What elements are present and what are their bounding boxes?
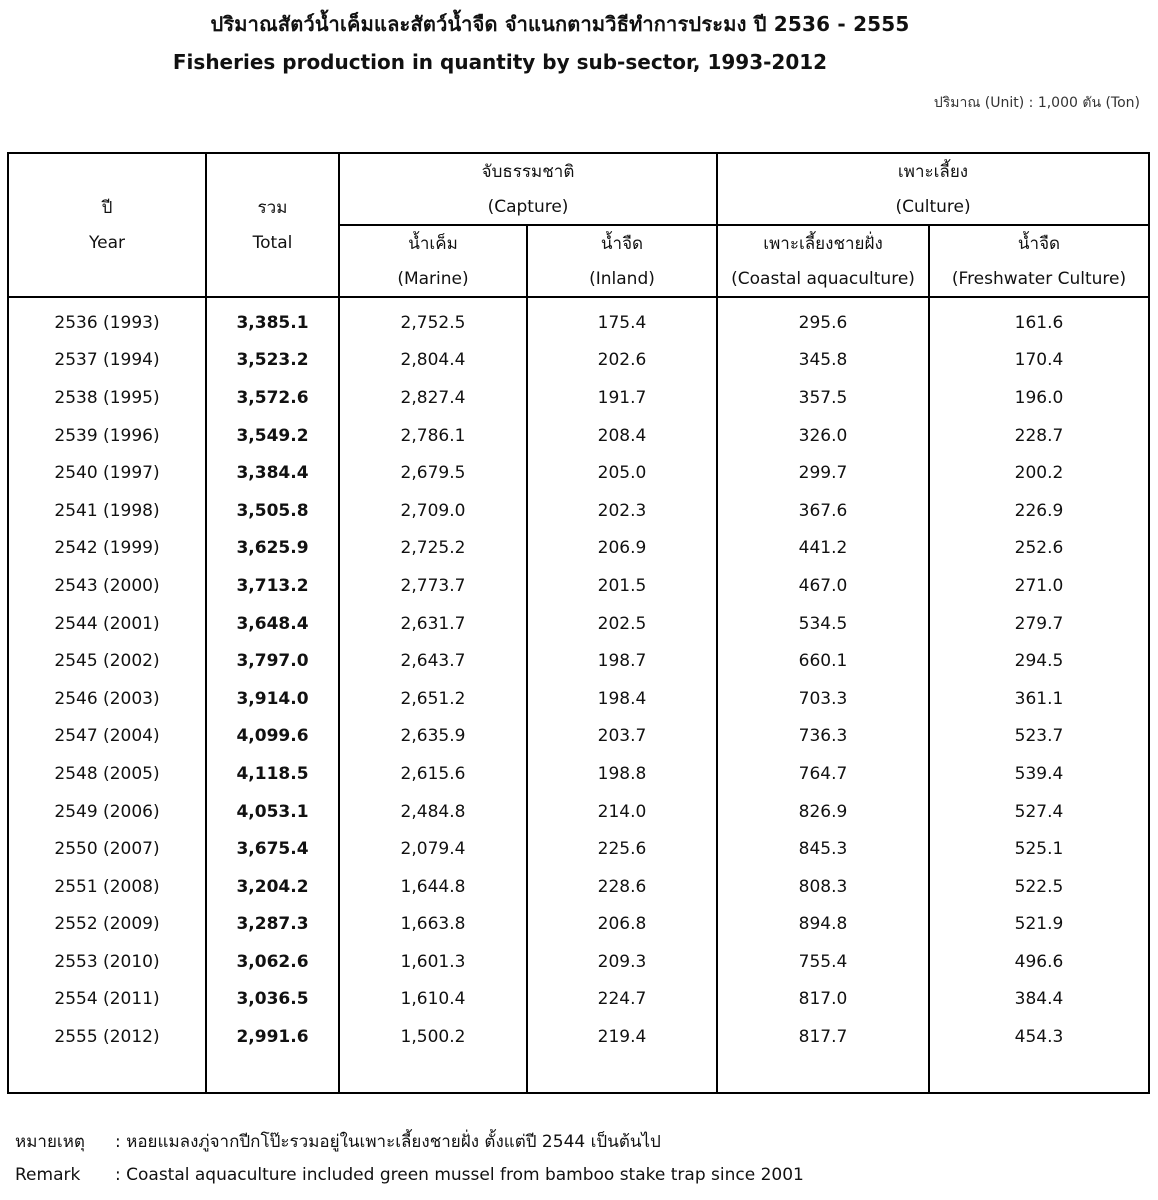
coastal-cell: 817.7: [717, 1018, 929, 1056]
header-inland-th: น้ำจืด: [527, 225, 717, 261]
total-cell: 3,204.2: [206, 868, 339, 906]
table-row: [8, 567, 1149, 605]
header-capture-en: (Capture): [339, 189, 717, 225]
year-cell: 2550 (2007): [8, 830, 206, 868]
coastal-cell: 299.7: [717, 454, 929, 492]
table-row: [8, 943, 1149, 981]
marine-cell: 1,663.8: [339, 906, 527, 944]
freshwater-cell: 527.4: [929, 793, 1149, 831]
inland-cell: 191.7: [527, 379, 717, 417]
remark-thai-label: หมายเหตุ: [15, 1132, 85, 1152]
coastal-cell: 357.5: [717, 379, 929, 417]
header-year-blank-2: [8, 261, 206, 297]
coastal-cell: 345.8: [717, 342, 929, 380]
remark-thai-text: : หอยแมลงภู่จากปีกโป๊ะรวมอยู่ในเพาะเลี้ยงชายฝั่ง ตั้งแต่ปี 2544 เป็นต้นไป: [115, 1132, 661, 1152]
total-cell: 3,914.0: [206, 680, 339, 718]
header-year-th: ปี: [8, 189, 206, 225]
total-cell: 3,549.2: [206, 417, 339, 455]
coastal-cell: 764.7: [717, 755, 929, 793]
coastal-cell: 441.2: [717, 530, 929, 568]
total-cell: 3,648.4: [206, 605, 339, 643]
header-year-blank: [8, 153, 206, 189]
total-cell: 2,991.6: [206, 1018, 339, 1056]
marine-cell: 1,644.8: [339, 868, 527, 906]
spacer-cell: [717, 1056, 929, 1093]
coastal-cell: 703.3: [717, 680, 929, 718]
table-body: [8, 297, 1149, 1093]
year-cell: 2543 (2000): [8, 567, 206, 605]
freshwater-cell: 271.0: [929, 567, 1149, 605]
table-row: [8, 755, 1149, 793]
inland-cell: 202.3: [527, 492, 717, 530]
marine-cell: 1,500.2: [339, 1018, 527, 1056]
marine-cell: 2,725.2: [339, 530, 527, 568]
inland-cell: 214.0: [527, 793, 717, 831]
inland-cell: 228.6: [527, 868, 717, 906]
year-cell: 2555 (2012): [8, 1018, 206, 1056]
header-total-en: Total: [206, 225, 339, 261]
year-cell: 2551 (2008): [8, 868, 206, 906]
freshwater-cell: 279.7: [929, 605, 1149, 643]
year-cell: 2540 (1997): [8, 454, 206, 492]
year-cell: 2549 (2006): [8, 793, 206, 831]
coastal-cell: 367.6: [717, 492, 929, 530]
total-cell: 3,572.6: [206, 379, 339, 417]
freshwater-cell: 525.1: [929, 830, 1149, 868]
freshwater-cell: 196.0: [929, 379, 1149, 417]
table-row: [8, 718, 1149, 756]
marine-cell: 2,643.7: [339, 642, 527, 680]
year-cell: 2552 (2009): [8, 906, 206, 944]
inland-cell: 208.4: [527, 417, 717, 455]
table-row: [8, 830, 1149, 868]
total-cell: 4,099.6: [206, 718, 339, 756]
spacer-cell: [8, 1056, 206, 1093]
marine-cell: 2,635.9: [339, 718, 527, 756]
inland-cell: 205.0: [527, 454, 717, 492]
coastal-cell: 817.0: [717, 981, 929, 1019]
total-cell: 3,062.6: [206, 943, 339, 981]
inland-cell: 209.3: [527, 943, 717, 981]
freshwater-cell: 361.1: [929, 680, 1149, 718]
table-row: [8, 454, 1149, 492]
total-cell: 3,523.2: [206, 342, 339, 380]
header-coastal-en: (Coastal aquaculture): [717, 261, 929, 297]
freshwater-cell: 161.6: [929, 297, 1149, 342]
table-row: [8, 417, 1149, 455]
page-title-english: Fisheries production in quantity by sub-sector, 1993-2012: [172, 50, 828, 74]
unit-note: ปริมาณ (Unit) : 1,000 ตัน (Ton): [933, 95, 1140, 111]
coastal-cell: 736.3: [717, 718, 929, 756]
marine-cell: 2,679.5: [339, 454, 527, 492]
table-row: [8, 1018, 1149, 1056]
freshwater-cell: 522.5: [929, 868, 1149, 906]
inland-cell: 206.9: [527, 530, 717, 568]
inland-cell: 198.4: [527, 680, 717, 718]
total-cell: 3,625.9: [206, 530, 339, 568]
inland-cell: 206.8: [527, 906, 717, 944]
header-marine-th: น้ำเค็ม: [339, 225, 527, 261]
marine-cell: 2,752.5: [339, 297, 527, 342]
marine-cell: 2,631.7: [339, 605, 527, 643]
table-spacer-row: [8, 1056, 1149, 1093]
marine-cell: 2,484.8: [339, 793, 527, 831]
coastal-cell: 467.0: [717, 567, 929, 605]
fisheries-table: [7, 152, 1150, 1094]
header-culture-en: (Culture): [717, 189, 1149, 225]
header-capture-th: จับธรรมชาติ: [339, 153, 717, 189]
inland-cell: 201.5: [527, 567, 717, 605]
coastal-cell: 295.6: [717, 297, 929, 342]
remark-english: [15, 1165, 804, 1185]
coastal-cell: 808.3: [717, 868, 929, 906]
marine-cell: 2,079.4: [339, 830, 527, 868]
table-row: [8, 981, 1149, 1019]
total-cell: 3,036.5: [206, 981, 339, 1019]
inland-cell: 203.7: [527, 718, 717, 756]
marine-cell: 2,786.1: [339, 417, 527, 455]
freshwater-cell: 226.9: [929, 492, 1149, 530]
header-culture-th: เพาะเลี้ยง: [717, 153, 1149, 189]
remark-english-label: Remark: [15, 1165, 81, 1185]
marine-cell: 2,827.4: [339, 379, 527, 417]
header-marine-en: (Marine): [339, 261, 527, 297]
total-cell: 3,287.3: [206, 906, 339, 944]
marine-cell: 1,610.4: [339, 981, 527, 1019]
table-row: [8, 379, 1149, 417]
marine-cell: 2,773.7: [339, 567, 527, 605]
table-row: [8, 680, 1149, 718]
freshwater-cell: 384.4: [929, 981, 1149, 1019]
marine-cell: 2,709.0: [339, 492, 527, 530]
year-cell: 2544 (2001): [8, 605, 206, 643]
table-row: [8, 642, 1149, 680]
year-cell: 2541 (1998): [8, 492, 206, 530]
inland-cell: 225.6: [527, 830, 717, 868]
freshwater-cell: 170.4: [929, 342, 1149, 380]
coastal-cell: 660.1: [717, 642, 929, 680]
freshwater-cell: 539.4: [929, 755, 1149, 793]
inland-cell: 198.8: [527, 755, 717, 793]
header-total-blank-2: [206, 261, 339, 297]
total-cell: 3,385.1: [206, 297, 339, 342]
header-fresh-en: (Freshwater Culture): [929, 261, 1149, 297]
year-cell: 2542 (1999): [8, 530, 206, 568]
freshwater-cell: 521.9: [929, 906, 1149, 944]
year-cell: 2547 (2004): [8, 718, 206, 756]
coastal-cell: 534.5: [717, 605, 929, 643]
marine-cell: 1,601.3: [339, 943, 527, 981]
freshwater-cell: 252.6: [929, 530, 1149, 568]
table-row: [8, 906, 1149, 944]
total-cell: 3,505.8: [206, 492, 339, 530]
total-cell: 3,384.4: [206, 454, 339, 492]
year-cell: 2537 (1994): [8, 342, 206, 380]
total-cell: 3,797.0: [206, 642, 339, 680]
total-cell: 3,675.4: [206, 830, 339, 868]
inland-cell: 219.4: [527, 1018, 717, 1056]
spacer-cell: [527, 1056, 717, 1093]
page-title-thai: ปริมาณสัตว์น้ำเค็มและสัตว์น้ำจืด จำแนกตามวิธีทำการประมง ปี 2536 - 2555: [210, 12, 910, 36]
table-row: [8, 793, 1149, 831]
year-cell: 2553 (2010): [8, 943, 206, 981]
coastal-cell: 755.4: [717, 943, 929, 981]
inland-cell: 224.7: [527, 981, 717, 1019]
freshwater-cell: 454.3: [929, 1018, 1149, 1056]
coastal-cell: 826.9: [717, 793, 929, 831]
total-cell: 3,713.2: [206, 567, 339, 605]
year-cell: 2554 (2011): [8, 981, 206, 1019]
year-cell: 2538 (1995): [8, 379, 206, 417]
spacer-cell: [339, 1056, 527, 1093]
table-row: [8, 530, 1149, 568]
coastal-cell: 845.3: [717, 830, 929, 868]
inland-cell: 198.7: [527, 642, 717, 680]
header-inland-en: (Inland): [527, 261, 717, 297]
table-row: [8, 297, 1149, 342]
marine-cell: 2,615.6: [339, 755, 527, 793]
total-cell: 4,053.1: [206, 793, 339, 831]
table-row: [8, 868, 1149, 906]
freshwater-cell: 523.7: [929, 718, 1149, 756]
header-coastal-th: เพาะเลี้ยงชายฝั่ง: [717, 225, 929, 261]
freshwater-cell: 496.6: [929, 943, 1149, 981]
spacer-cell: [929, 1056, 1149, 1093]
marine-cell: 2,651.2: [339, 680, 527, 718]
year-cell: 2548 (2005): [8, 755, 206, 793]
total-cell: 4,118.5: [206, 755, 339, 793]
year-cell: 2539 (1996): [8, 417, 206, 455]
remark-english-text: : Coastal aquaculture included green mussel from bamboo stake trap since 2001: [115, 1165, 804, 1185]
year-cell: 2545 (2002): [8, 642, 206, 680]
header-total-th: รวม: [206, 189, 339, 225]
inland-cell: 202.6: [527, 342, 717, 380]
remark-thai: [15, 1128, 661, 1155]
freshwater-cell: 200.2: [929, 454, 1149, 492]
inland-cell: 175.4: [527, 297, 717, 342]
header-fresh-th: น้ำจืด: [929, 225, 1149, 261]
marine-cell: 2,804.4: [339, 342, 527, 380]
table-row: [8, 605, 1149, 643]
table-row: [8, 342, 1149, 380]
coastal-cell: 326.0: [717, 417, 929, 455]
freshwater-cell: 228.7: [929, 417, 1149, 455]
year-cell: 2536 (1993): [8, 297, 206, 342]
header-year-en: Year: [8, 225, 206, 261]
spacer-cell: [206, 1056, 339, 1093]
year-cell: 2546 (2003): [8, 680, 206, 718]
coastal-cell: 894.8: [717, 906, 929, 944]
freshwater-cell: 294.5: [929, 642, 1149, 680]
header-total-blank: [206, 153, 339, 189]
table-row: [8, 492, 1149, 530]
inland-cell: 202.5: [527, 605, 717, 643]
